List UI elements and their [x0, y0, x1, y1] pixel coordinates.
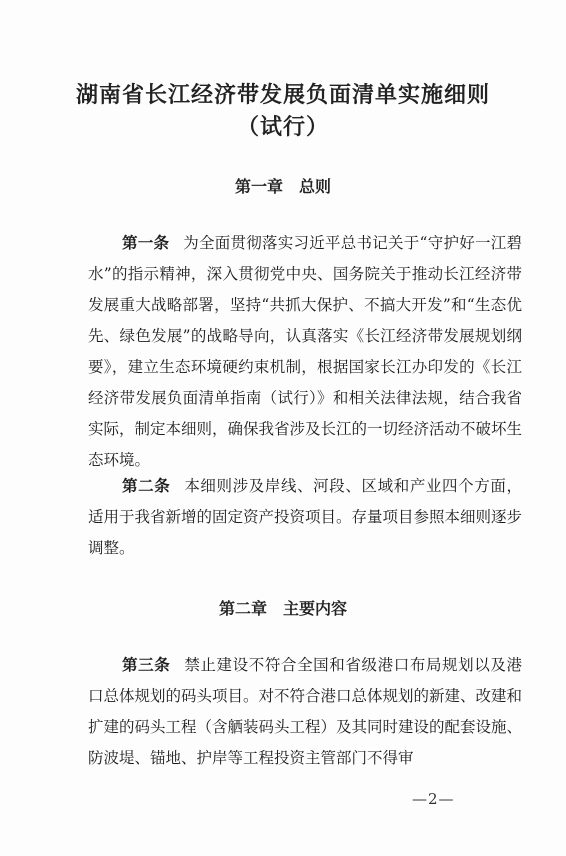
article-number: 第三条 — [122, 656, 171, 674]
article-paragraph — [88, 650, 522, 774]
article-text: 禁止建设不符合全国和省级港口布局规划以及港口总体规划的码头项目。对不符合港口总体规划的新建、改建和扩建的码头工程（含舾装码头工程）及其同时建设的配套设施、防波堤、锚地、护岸等工程投资主管部门不得审 — [88, 656, 523, 767]
article-paragraph — [88, 228, 522, 476]
chapter-name: 总则 — [299, 177, 332, 196]
chapter-number: 第二章 — [218, 599, 267, 618]
article-paragraph — [88, 471, 522, 564]
chapter-number: 第一章 — [234, 177, 283, 196]
chapter-heading — [0, 174, 566, 197]
document-title: 湖南省长江经济带发展负面清单实施细则 — [75, 82, 490, 108]
chapter-name: 主要内容 — [283, 599, 348, 618]
document-subtitle: （试行） — [236, 114, 329, 140]
article-text: 为全面贯彻落实习近平总书记关于“守护好一江碧水”的指示精神，深入贯彻党中央、国务院关于推动长江经济带发展重大战略部署，坚持“共抓大保护、不搞大开发”和“生态优先、绿色发展”的战略导向，认真落实《长江经济带发展规划纲要》，建立生态环境硬约束机制，根据国家长江办印发的《长江经济带发展负面清单指南（试行）》和相关法律法规，结合我省实际，制定本细则，确保我省涉及长江的一切经济活动不破坏生态环境。 — [88, 234, 523, 469]
article-text: 本细则涉及岸线、河段、区域和产业四个方面，适用于我省新增的固定资产投资项目。存量项目参照本细则逐步调整。 — [88, 477, 523, 557]
article-number: 第二条 — [122, 477, 171, 495]
chapter-heading — [0, 596, 566, 619]
page-number: —2— — [412, 790, 455, 808]
article-number: 第一条 — [122, 234, 170, 252]
